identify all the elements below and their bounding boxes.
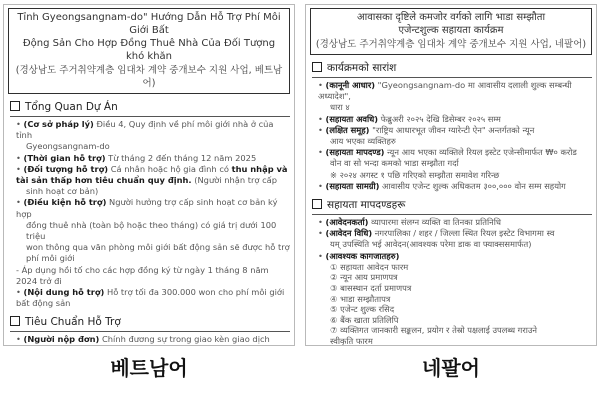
section-title: सहायता मापदण्डहरू xyxy=(312,198,592,212)
divider xyxy=(312,77,592,78)
header-title-line-1: Tỉnh Gyeongsangnam-do" Hướng Dẫn Hỗ Trợ Phí Môi Giới Bất xyxy=(17,12,281,36)
header-title-line-1: आवासका दृष्टिले कमजोर वर्गको लागि भाडा सम्झौता xyxy=(356,12,546,23)
list-item-continuation: phí môi giới xyxy=(26,253,75,264)
header-subtitle: (경상남도 주거취약계층 임대차 계약 중개보수 지원 사업, 베트남어) xyxy=(15,65,283,89)
notice-header xyxy=(8,8,290,94)
checkbox-icon xyxy=(312,199,322,209)
list-item-continuation: won thông qua văn phòng môi giới bất động sản sẽ được hỗ trợ xyxy=(26,242,290,253)
document-item: ⑥ बैंक खाता प्रतिलिपि xyxy=(330,314,399,325)
list-item: • (लक्षित समूह) "राष्ट्रिय आधारभूत जीवन ग्यारेन्टी ऐन" अन्तर्गतको न्यून xyxy=(318,124,535,135)
list-item-continuation: sinh hoạt cơ bản) xyxy=(26,186,99,197)
caption-vietnamese: 베트남어 xyxy=(110,356,188,380)
caption-nepali: 네팔어 xyxy=(422,356,480,380)
document-item: ④ भाडा सम्झौतापत्र xyxy=(330,293,391,304)
section-overview xyxy=(4,100,294,309)
document-item: ① सहायता आवेदन फारम xyxy=(330,261,409,272)
header-title-line-2: एजेन्टशुल्क सहायता कार्यक्रम xyxy=(398,25,504,36)
list-item: • (सहायता मापदण्ड) न्यून आय भएका व्यक्तिले रियल इस्टेट एजेन्सीमार्फत ₩० करोड xyxy=(318,147,577,158)
document-item: ③ बासस्थान दर्ता प्रमाणपत्र xyxy=(330,283,412,294)
list-note: - Áp dụng hồi tố cho các hợp đồng ký từ ngày 1 tháng 8 năm 2024 trở đi xyxy=(16,264,269,286)
list-item-continuation: धारा ४ xyxy=(330,102,350,113)
document-item: ⑦ व्यक्तिगत जानकारी सङ्कलन, प्रयोग र तेस्रो पक्षलाई उपलब्ध गराउने xyxy=(330,325,538,336)
divider xyxy=(312,214,592,215)
section-title: Tiêu Chuẩn Hỗ Trợ xyxy=(10,315,290,329)
list-item: • (Người nộp đơn) Chính đương sự trong giao kèn giao dịch xyxy=(16,334,270,345)
list-item: • (सहायता सामग्री) आवासीय एजेन्ट शुल्क अधिकतम ३००,००० वोन सम्म सहयोग xyxy=(318,180,566,191)
list-item: • (Thời gian hỗ trợ) Từ tháng 2 đến tháng 12 năm 2025 xyxy=(16,152,257,163)
list-item-continuation: यम् उपस्थिति भई आवेदन(आवश्यक परेमा डाक वा फ्याक्ससमार्फत) xyxy=(330,239,532,250)
list-item: • (आवेदन विधि) नगरपालिका / शहर / जिल्ला स्थित रियल इस्टेट विभागमा स्व xyxy=(318,228,555,239)
list-note: ※ २०२४ अगस्ट १ पछि गरिएको सम्झौता समावेश गरिन्छ xyxy=(330,169,500,180)
checkbox-icon xyxy=(10,316,20,326)
list-item-continuation: đồng thuê nhà (toàn bộ hoặc theo tháng) có giá trị dưới 100 triệu xyxy=(26,219,277,242)
list-item-continuation: वोन वा सो भन्दा कमको भाडा सम्झौता गर्दा xyxy=(330,158,459,169)
document-item-continuation: स्वीकृति फारम xyxy=(330,336,373,346)
section-title: कार्यक्रमको सारांश xyxy=(312,61,592,75)
checkbox-icon xyxy=(10,101,20,111)
list-item: • (Đối tượng hỗ trợ) Cá nhân hoặc hộ gia đình có thu nhập và xyxy=(16,163,288,174)
list-item: • (आवेदनकर्ता) व्यापारमा संलग्न व्यक्ति वा तिनका प्रतिनिधि xyxy=(318,217,501,228)
section-title: Tổng Quan Dự Án xyxy=(10,100,290,114)
list-item: • (सहायता अवधि) फेब्रुअरी २०२५ देखि डिसेम्बर २०२५ सम्म xyxy=(318,113,501,124)
list-item-continuation: tài sản thấp hơn tiêu chuẩn quy định. (Người nhận trợ cấp xyxy=(16,175,278,186)
document-item: ② न्यून आय प्रमाणपत्र xyxy=(330,272,398,283)
list-item: • (Nội dung hỗ trợ) Hỗ trợ tối đa 300.000 won cho phí môi giới bất động sản xyxy=(16,287,285,309)
nepali-notice-panel xyxy=(305,4,597,346)
checkbox-icon xyxy=(312,62,322,72)
divider xyxy=(10,116,290,117)
list-item: • (कानूनी आधार) "Gyeongsangnam-do मा आवासीय दलाली शुल्क सम्बन्धी अध्यादेश", xyxy=(318,80,572,102)
divider xyxy=(10,331,290,332)
list-item: • (Điều kiện hỗ trợ) Người hưởng trợ cấp sinh hoạt cơ bản ký hợp xyxy=(16,197,278,219)
document-item: ⑤ एजेन्ट शुल्क रसिद xyxy=(330,304,395,315)
header-title-line-2: Động Sản Cho Hợp Đồng Thuê Nhà Của Đối Tượng khó khăn xyxy=(22,38,276,62)
list-item-continuation: Gyeongsangnam-do xyxy=(26,141,110,152)
list-item-continuation: आय भएका व्यक्तिहरु xyxy=(330,136,396,147)
section-criteria xyxy=(4,315,294,346)
notice-header xyxy=(310,8,592,55)
header-subtitle: (경상남도 주거취약계층 임대차 계약 중개보수 지원 사업, 네팔어) xyxy=(315,39,587,50)
list-item: • (Cơ sở pháp lý) Điều 4, Quy định về phí môi giới nhà ở của tỉnh xyxy=(16,119,274,141)
list-item: • (आवश्यक कागजातहरु) xyxy=(318,250,400,261)
vietnamese-notice-panel xyxy=(3,4,295,346)
section-overview xyxy=(306,61,596,192)
section-criteria xyxy=(306,198,596,346)
